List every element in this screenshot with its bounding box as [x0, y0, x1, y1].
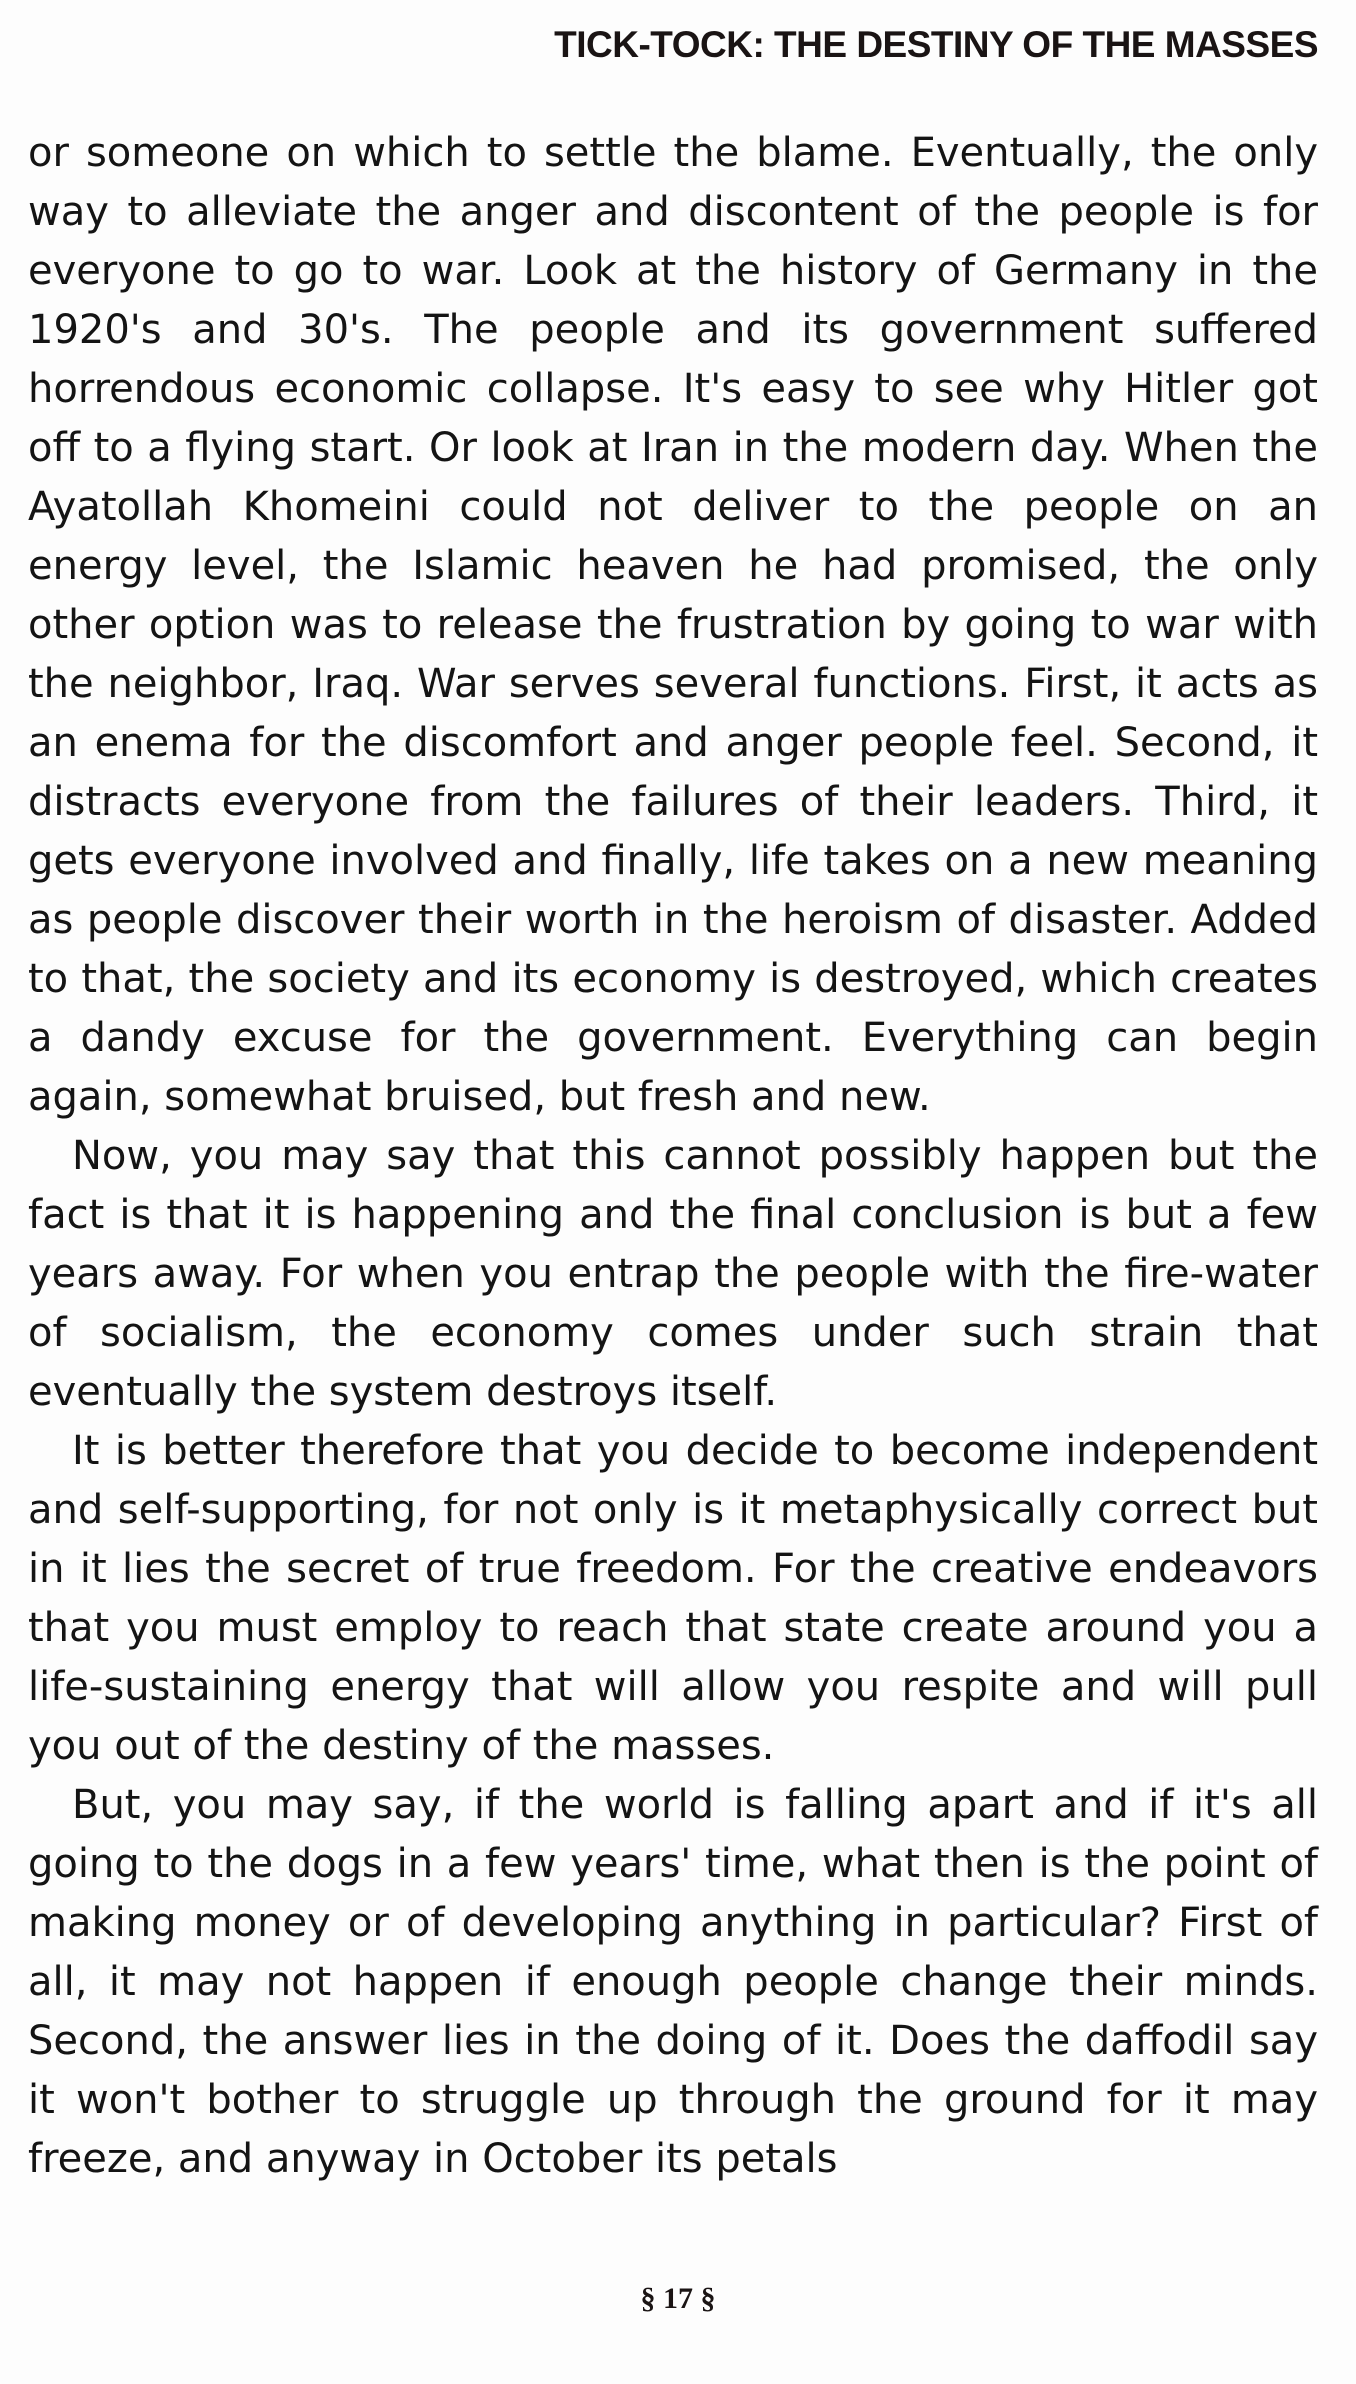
- page-number: § 17 §: [640, 2282, 716, 2315]
- body-text: [28, 124, 1318, 2189]
- paragraph-1: or someone on which to settle the blame. Eventually, the only way to alleviate the anger and discontent of the people is for everyone to go to war. Look at the history of Germany in the 1920's and 30's. The people and its government suffered horrendous economic collapse. It's easy to see why Hitler got off to a flying start. Or look at Iran in the modern day. When the Ayatollah Khomeini could not deliver to the people on an energy level, the Islamic heaven he had promised, the only other option was to release the frustration by going to war with the neighbor, Iraq. War serves several functions. First, it acts as an enema for the discomfort and anger people feel. Second, it distracts everyone from the failures of their leaders. Third, it gets everyone involved and finally, life takes on a new meaning as people discover their worth in the heroism of disaster. Added to that, the society and its economy is destroyed, which creates a dandy excuse for the government. Everything can begin again, somewhat bruised, but fresh and new.: [28, 130, 1318, 1120]
- paragraph-4: But, you may say, if the world is falling apart and if it's all going to the dogs in a few years' time, what then is the point of making money or of developing anything in particular? First of all, it may not happen if enough people change their minds. Second, the answer lies in the doing of it. Does the daffodil say it won't bother to struggle up through the ground for it may freeze, and anyway in October its petals: [28, 1782, 1318, 2182]
- running-head-title: TICK-TOCK: THE DESTINY OF THE MASSES: [554, 24, 1318, 65]
- paragraph-2: Now, you may say that this cannot possibly happen but the fact is that it is happening and the final conclusion is but a few years away. For when you entrap the people with the fire-water of socialism, the economy comes under such strain that eventually the system destroys itself.: [28, 1133, 1318, 1415]
- paragraph-3: It is better therefore that you decide to become independent and self-supporting, for not only is it metaphysically correct but in it lies the secret of true freedom. For the creative endeavors that you must employ to reach that state create around you a life-sustaining energy that will allow you respite and will pull you out of the destiny of the masses.: [28, 1428, 1318, 1769]
